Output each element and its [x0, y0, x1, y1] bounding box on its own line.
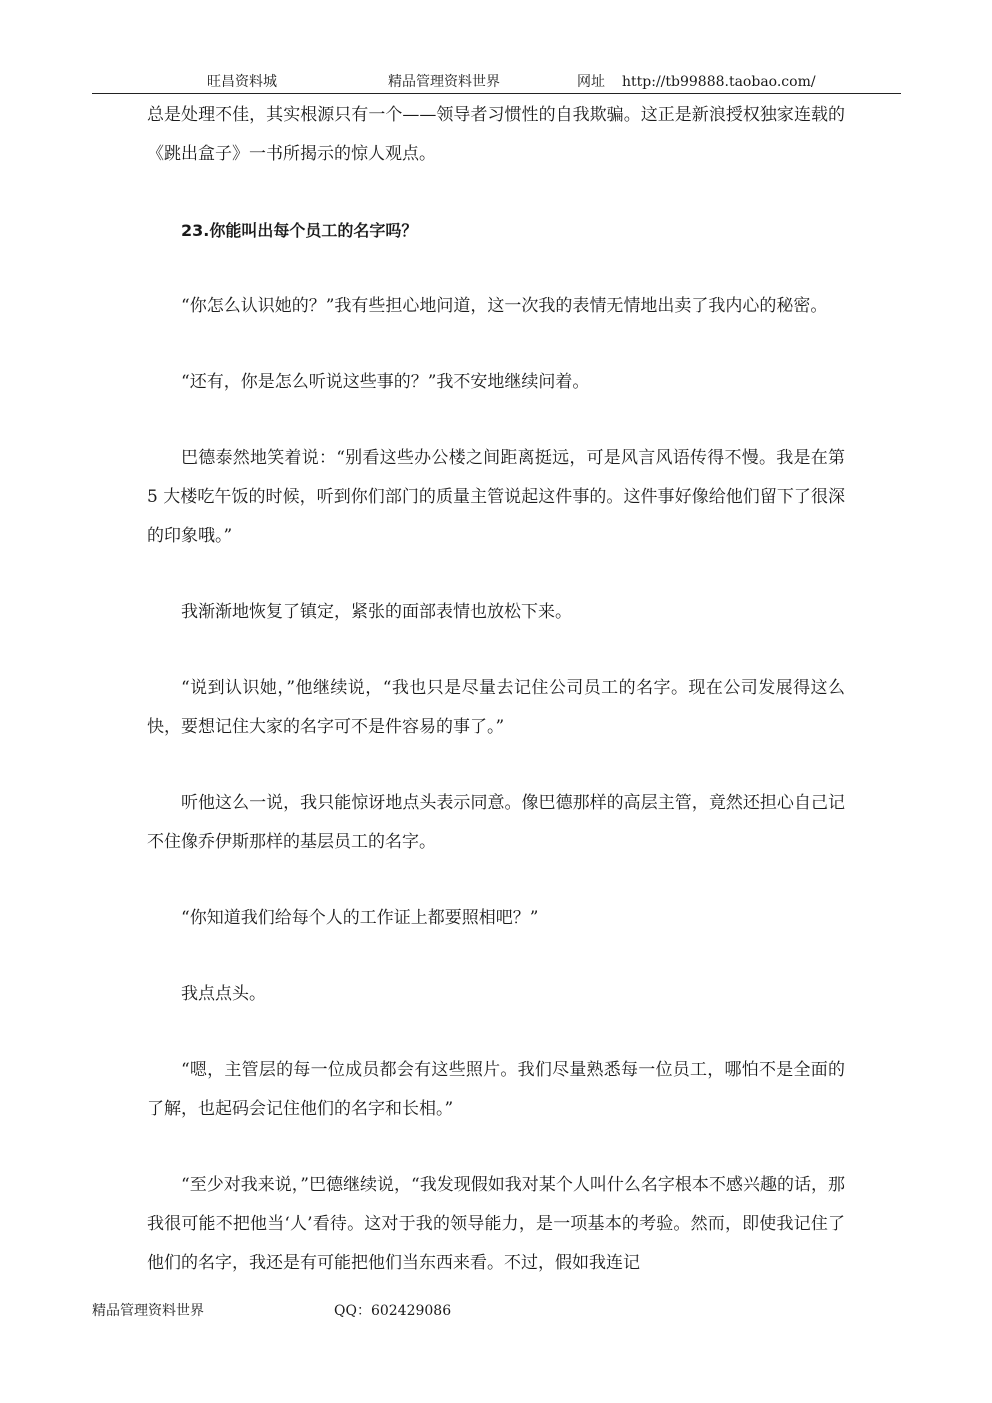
paragraph-gap [147, 747, 845, 784]
paragraph: “你怎么认识她的？”我有些担心地问道，这一次我的表情无情地出卖了我内心的秘密。 [181, 296, 828, 316]
paragraph-gap [147, 326, 845, 363]
paragraph: 巴德泰然地笑着说：“别看这些办公楼之间距离挺远，可是风言风语传得不慢。我是在第 5 大楼吃午饭的时候，听到你们部门的质量主管说起这件事的。这件事好像给他们留下了很深的印象哦。” [147, 448, 845, 546]
paragraph: 听他这么一说，我只能惊讶地点头表示同意。像巴德那样的高层主管，竟然还担心自己记不住像乔伊斯那样的基层员工的名字。 [147, 793, 845, 852]
paragraph-gap [147, 174, 845, 211]
document-body [147, 96, 845, 1283]
paragraph: “至少对我来说，”巴德继续说，“我发现假如我对某个人叫什么名字根本不感兴趣的话，那我很可能不把他当‘人’看待。这对于我的领导能力，是一项基本的考验。然而，即使我记住了他们的名字，我还是有可能把他们当东西来看。不过，假如我连记 [147, 1175, 845, 1273]
page-header [0, 70, 992, 94]
paragraph-gap [147, 938, 845, 975]
paragraph-gap [147, 250, 845, 287]
paragraph-gap [147, 1129, 845, 1166]
footer-qq: QQ：602429086 [334, 1303, 452, 1319]
paragraph: “还有，你是怎么听说这些事的？”我不安地继续问着。 [181, 372, 590, 392]
paragraph: 我点点头。 [181, 984, 266, 1004]
section-heading: 23.你能叫出每个员工的名字吗？ [181, 221, 418, 240]
paragraph-gap [147, 556, 845, 593]
header-site-name: 旺昌资料城 [207, 74, 277, 90]
header-title: 精品管理资料世界 [388, 74, 500, 90]
paragraph-continuation: 总是处理不佳，其实根源只有一个——领导者习惯性的自我欺骗。这正是新浪授权独家连载的《跳出盒子》一书所揭示的惊人观点。 [147, 105, 845, 164]
paragraph-gap [147, 632, 845, 669]
paragraph-gap [147, 862, 845, 899]
footer-title: 精品管理资料世界 [92, 1303, 204, 1319]
header-url-link[interactable]: http://tb99888.taobao.com/ [622, 74, 816, 90]
paragraph: 我渐渐地恢复了镇定，紧张的面部表情也放松下来。 [181, 602, 572, 622]
page-footer [0, 1299, 992, 1323]
header-divider [92, 93, 901, 94]
paragraph-gap [147, 1014, 845, 1051]
paragraph: “说到认识她，”他继续说，“我也只是尽量去记住公司员工的名字。现在公司发展得这么快，要想记住大家的名字可不是件容易的事了。” [147, 678, 845, 737]
paragraph: “嗯，主管层的每一位成员都会有这些照片。我们尽量熟悉每一位员工，哪怕不是全面的了解，也起码会记住他们的名字和长相。” [147, 1060, 845, 1119]
header-url-label: 网址 [577, 74, 605, 90]
paragraph: “你知道我们给每个人的工作证上都要照相吧？” [181, 908, 539, 928]
paragraph-gap [147, 402, 845, 439]
